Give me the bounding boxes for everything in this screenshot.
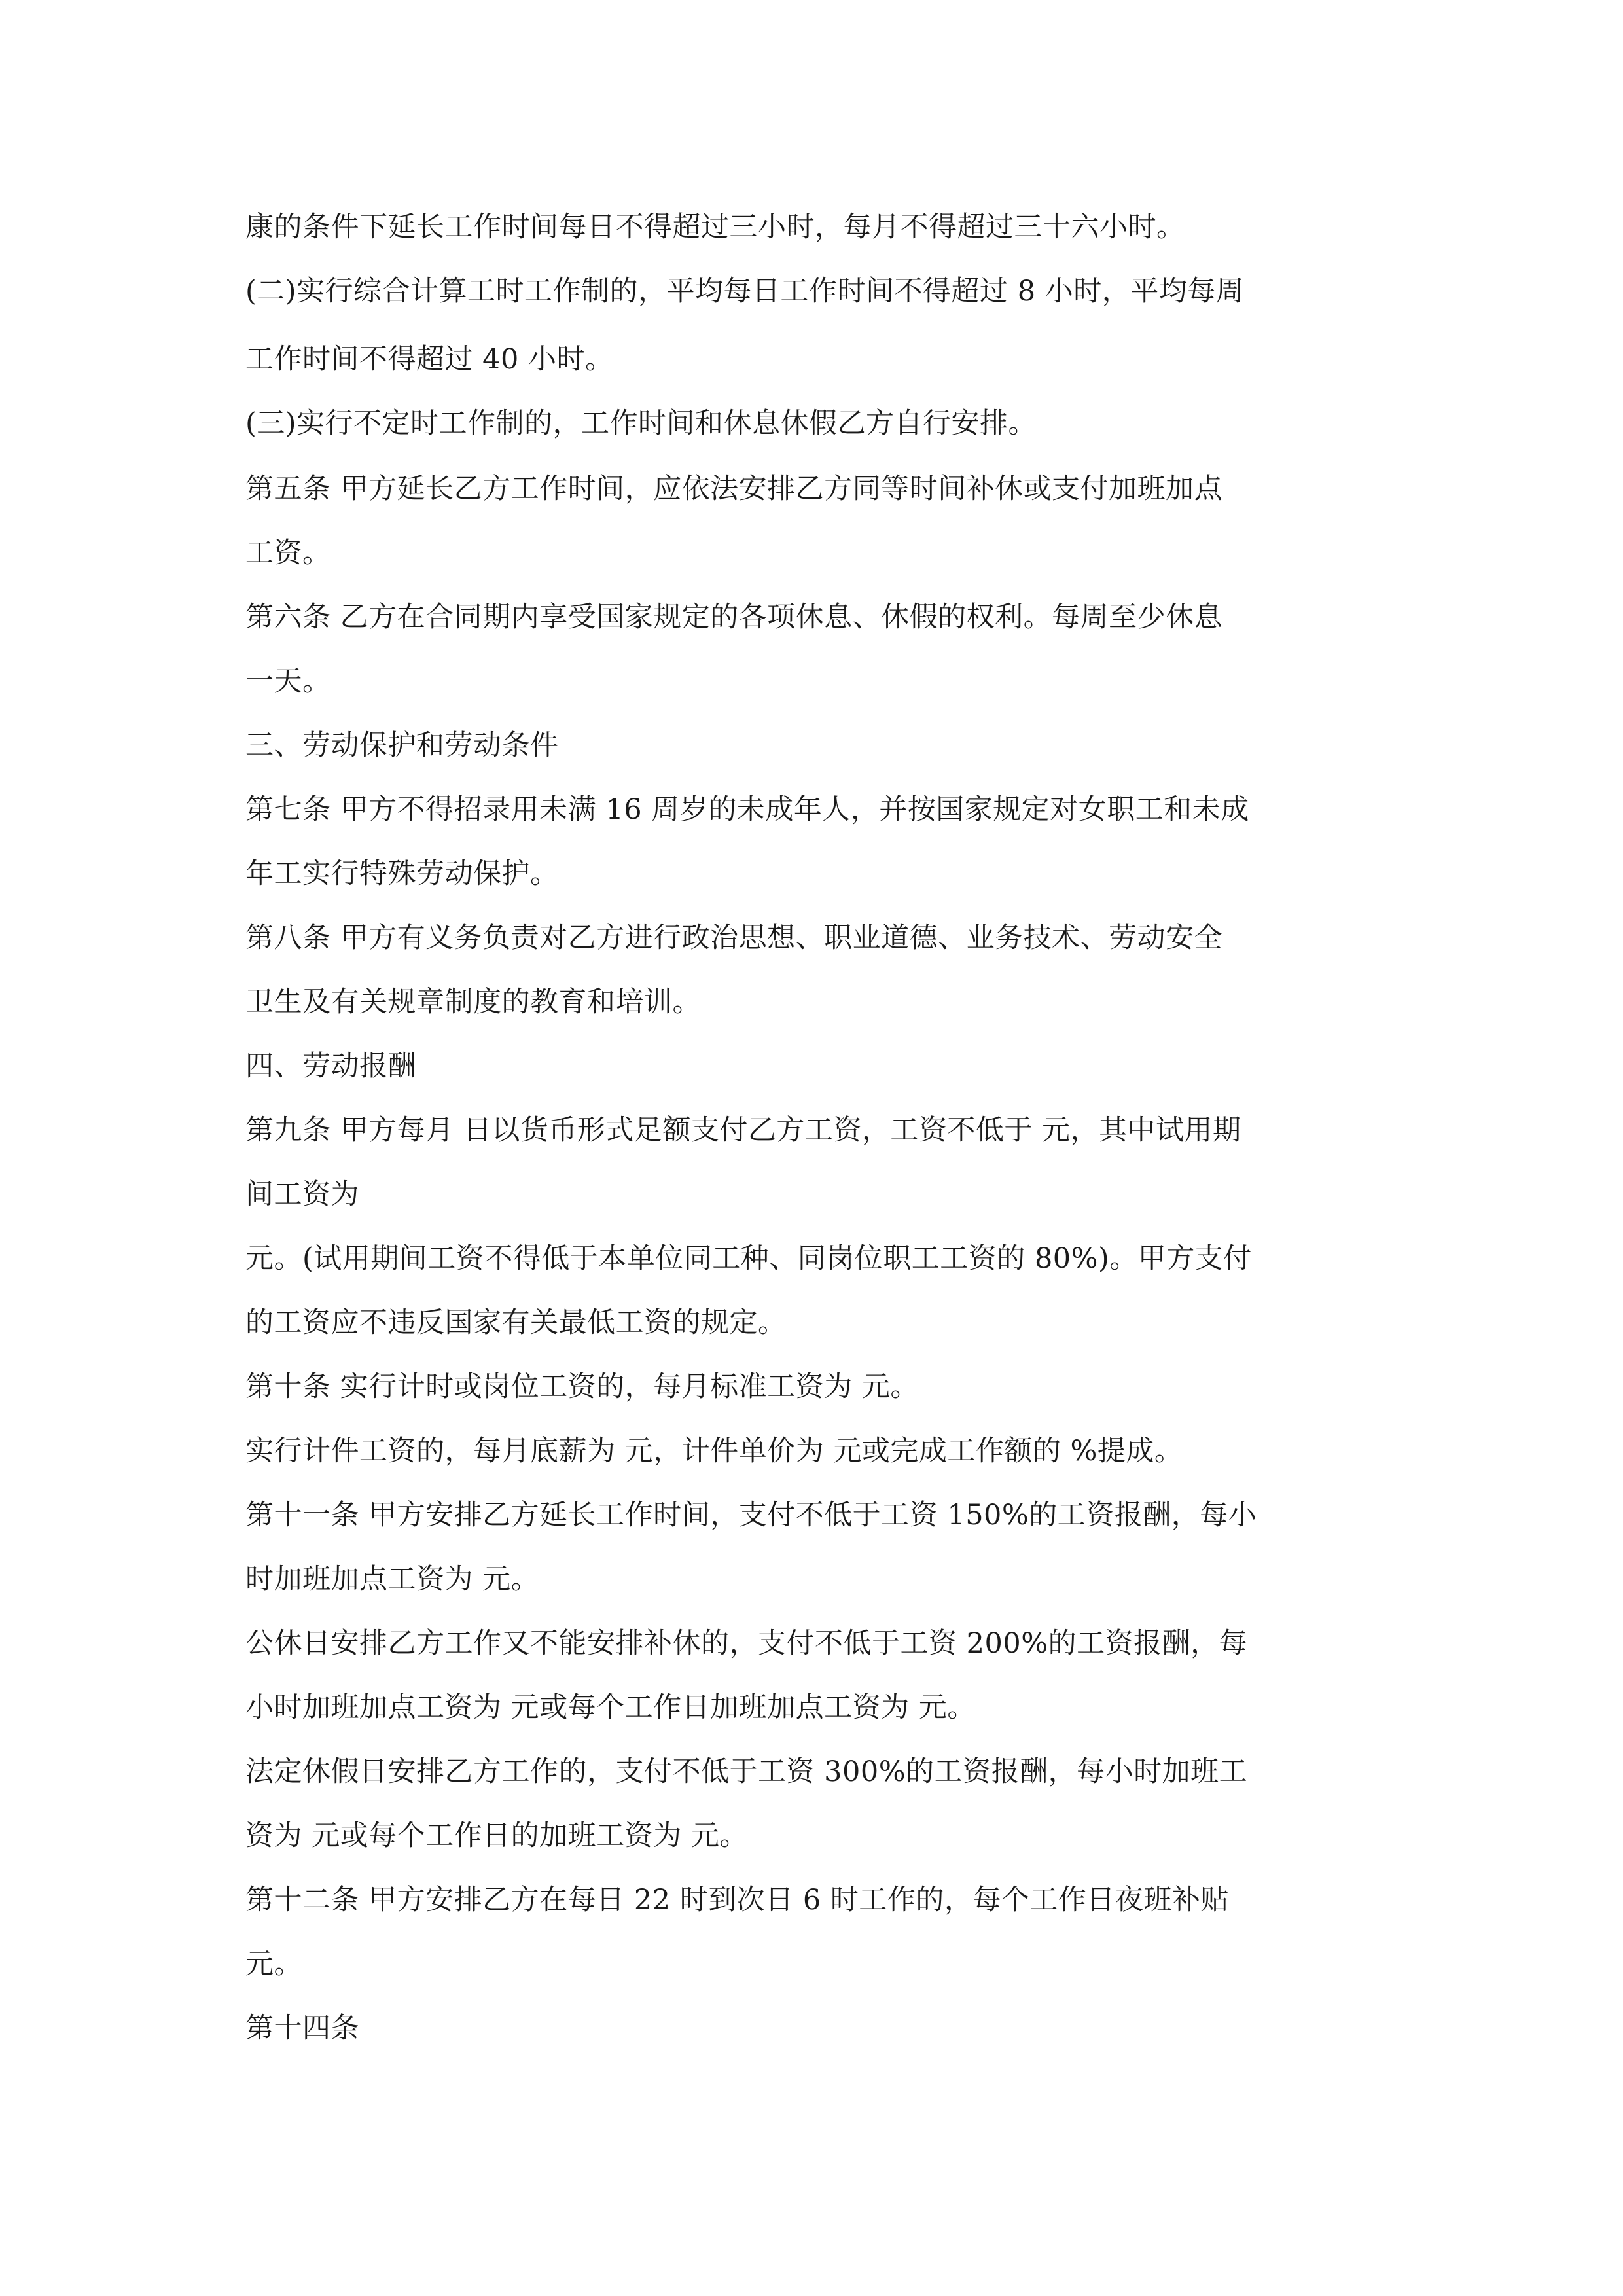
text-line: 第九条 甲方每月 日以货币形式足额支付乙方工资，工资不低于 元，其中试用期 (245, 1114, 1241, 1147)
section-heading: 四、劳动报酬 (245, 1050, 416, 1083)
text-line: 时加班加点工资为 元。 (245, 1563, 540, 1596)
text-line: 第十四条 (245, 2012, 359, 2045)
text-line: 工资。 (245, 537, 331, 569)
text-line: 第十一条 甲方安排乙方延长工作时间，支付不低于工资 150%的工资报酬，每小 (245, 1499, 1257, 1532)
text-line: 工作时间不得超过 40 小时。 (245, 343, 614, 376)
text-line: (三)实行不定时工作制的，工作时间和休息休假乙方自行安排。 (245, 407, 1037, 440)
text-line: 第五条 甲方延长乙方工作时间，应依法安排乙方同等时间补休或支付加班加点 (245, 473, 1223, 505)
text-line: 一天。 (245, 665, 331, 698)
text-line: 小时加班加点工资为 元或每个工作日加班加点工资为 元。 (245, 1691, 976, 1724)
text-line: 年工实行特殊劳动保护。 (245, 857, 559, 890)
text-line: 实行计件工资的，每月底薪为 元，计件单价为 元或完成工作额的 %提成。 (245, 1435, 1183, 1467)
text-line: 间工资为 (245, 1178, 359, 1211)
text-line: (二)实行综合计算工时工作制的，平均每日工作时间不得超过 8 小时，平均每周 (245, 275, 1245, 308)
text-line: 第七条 甲方不得招录用未满 16 周岁的未成年人，并按国家规定对女职工和未成 (245, 793, 1249, 826)
section-heading: 三、劳动保护和劳动条件 (245, 729, 559, 762)
text-line: 卫生及有关规章制度的教育和培训。 (245, 986, 701, 1018)
text-line: 第十条 实行计时或岗位工资的，每月标准工资为 元。 (245, 1371, 919, 1403)
text-line: 的工资应不违反国家有关最低工资的规定。 (245, 1306, 787, 1339)
text-line: 第六条 乙方在合同期内享受国家规定的各项休息、休假的权利。每周至少休息 (245, 601, 1223, 634)
text-line: 公休日安排乙方工作又不能安排补休的，支付不低于工资 200%的工资报酬，每 (245, 1627, 1248, 1660)
text-line: 第八条 甲方有义务负责对乙方进行政治思想、职业道德、业务技术、劳动安全 (245, 922, 1223, 954)
text-line: 第十二条 甲方安排乙方在每日 22 时到次日 6 时工作的，每个工作日夜班补贴 (245, 1884, 1229, 1916)
text-line: 法定休假日安排乙方工作的，支付不低于工资 300%的工资报酬，每小时加班工 (245, 1755, 1248, 1788)
text-line: 元。(试用期间工资不得低于本单位同工种、同岗位职工工资的 80%)。甲方支付 (245, 1242, 1252, 1275)
text-line: 元。 (245, 1948, 302, 1981)
text-line: 资为 元或每个工作日的加班工资为 元。 (245, 1820, 748, 1852)
text-line: 康的条件下延长工作时间每日不得超过三小时，每月不得超过三十六小时。 (245, 211, 1185, 243)
